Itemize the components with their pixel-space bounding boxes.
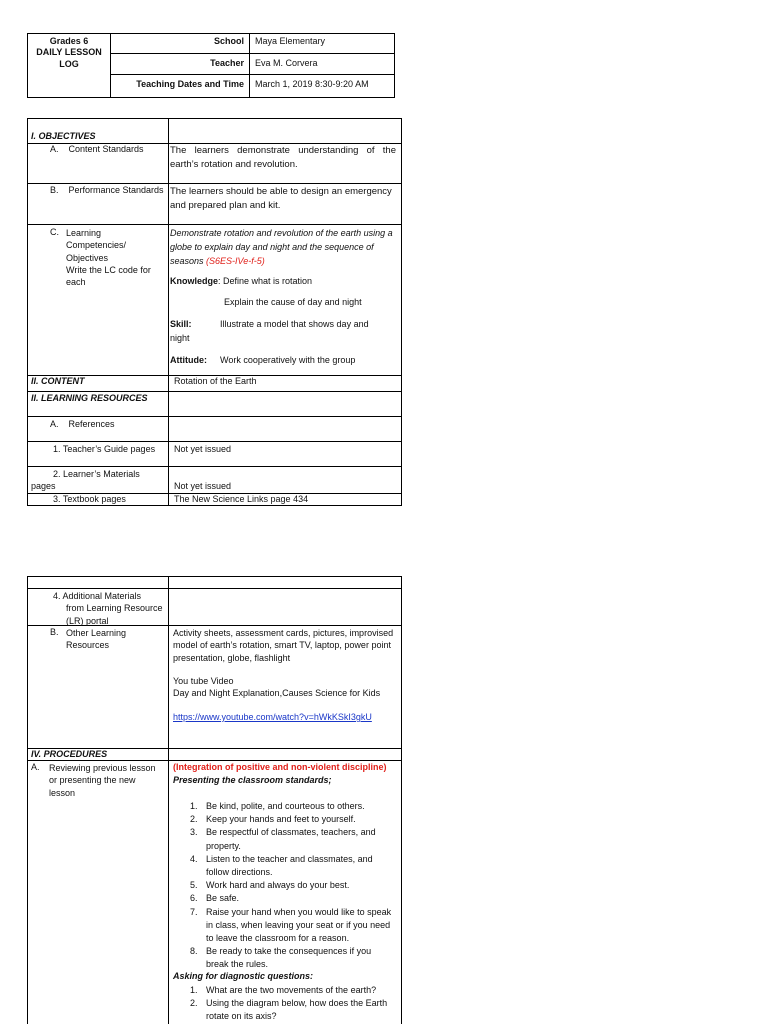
competencies-label-line: Learning (66, 228, 102, 238)
list-item (186, 826, 396, 852)
knowledge-text-2: Explain the cause of day and night (224, 297, 362, 307)
content-heading: II. CONTENT (31, 376, 85, 386)
other-resources-value: Activity sheets, assessment cards, pictures, improvised model of earth’s rotation, smart TV, laptop, power point presentation, globe, flashlight (173, 628, 394, 663)
other-resources-line: Other Learning (66, 628, 127, 638)
competencies-label (66, 227, 166, 288)
list-item (186, 813, 396, 826)
video-title: Day and Night Explanation,Causes Science for Kids (173, 688, 381, 698)
performance-standards-value: The learners should be able to design an emergency and prepared plan and kit. (170, 186, 392, 211)
teacher-label: Teacher (210, 58, 244, 68)
competencies-label-line: Competencies/ (66, 240, 127, 251)
list-text: Be respectful of classmates, teachers, and (206, 827, 376, 838)
objectives-heading: I. OBJECTIVES (31, 131, 96, 141)
teachers-guide-label: 1. Teacher’s Guide pages (53, 444, 156, 454)
list-item (186, 984, 396, 997)
video-link[interactable]: https://www.youtube.com/watch?v=hWkKSkI3gkU (173, 712, 372, 722)
list-text: Listen to the teacher and classmates, and (206, 853, 373, 864)
school-value: Maya Elementary (255, 36, 326, 46)
competency-statement: Demonstrate rotation and revolution of the earth using a globe to explain day and night and the sequence of seasons (170, 228, 393, 266)
competency-text (170, 226, 396, 268)
list-text: Be safe. (206, 893, 240, 904)
list-number: 2. (190, 998, 198, 1009)
learners-materials-label-2: pages (31, 481, 56, 491)
diagnostic-questions-list (186, 984, 396, 1024)
grade-label: Grades 6 (49, 36, 89, 46)
content-standards-label: A. Content Standards (50, 144, 144, 154)
list-text: property. (206, 840, 241, 851)
content-standards-value: The learners demonstrate understanding of the earth’s rotation and revolution. (170, 145, 396, 170)
attitude-text: Work cooperatively with the group (220, 355, 356, 365)
competencies-label-line: Write the LC code for (66, 264, 151, 275)
log-title-line-1: DAILY LESSON (36, 47, 102, 58)
attitude-label: Attitude: (170, 355, 207, 365)
learners-materials-label: 2. Learner’s Materials (53, 469, 140, 479)
skill-label: Skill: (170, 319, 192, 329)
skill-text: Illustrate a model that shows day and (220, 319, 369, 329)
list-number: 3. (190, 827, 198, 838)
knowledge-text: : Define what is rotation (218, 276, 313, 286)
classroom-rules-list (186, 800, 396, 972)
additional-materials-line: (LR) portal (66, 615, 109, 626)
list-item (186, 853, 396, 879)
list-item (186, 906, 396, 946)
school-label: School (213, 36, 244, 46)
list-item (186, 800, 396, 813)
review-label-line: lesson (49, 787, 76, 798)
additional-materials-line: 4. Additional Materials (53, 591, 142, 601)
competencies-label-line: each (66, 277, 86, 288)
list-text: What are the two movements of the earth? (206, 985, 377, 995)
resources-heading: II. LEARNING RESOURCES (31, 393, 148, 403)
references-label: A. References (50, 419, 115, 429)
teachers-guide-value: Not yet issued (174, 444, 232, 454)
list-text: follow directions. (206, 867, 273, 878)
knowledge-line (170, 276, 312, 287)
standards-heading: Presenting the classroom standards; (173, 775, 332, 785)
list-text: Be kind, polite, and courteous to others. (206, 801, 365, 811)
content-value: Rotation of the Earth (174, 376, 257, 386)
additional-materials-line: from Learning Resource (66, 603, 163, 614)
list-text: Using the diagram below, how does the Earth (206, 998, 388, 1009)
review-label-line: Reviewing previous lesson (49, 763, 156, 773)
diagnostic-heading: Asking for diagnostic questions: (173, 971, 314, 981)
other-resources-line: Resources (66, 640, 110, 651)
list-text: break the rules. (206, 959, 269, 970)
procedures-heading: IV. PROCEDURES (31, 749, 108, 759)
list-number: 8. (190, 946, 198, 957)
review-label (49, 762, 167, 799)
learners-materials-value: Not yet issued (174, 481, 232, 491)
teacher-value: Eva M. Corvera (255, 58, 318, 68)
list-text: Keep your hands and feet to yourself. (206, 814, 356, 825)
list-item (186, 879, 396, 892)
list-text: in class, when leaving your seat or if you need (206, 919, 391, 930)
list-text: Be ready to take the consequences if you (206, 946, 372, 957)
list-number: 2. (190, 814, 198, 825)
review-letter: A. (31, 762, 40, 772)
list-text: to leave the classroom for a reason. (206, 933, 350, 944)
list-number: 7. (190, 906, 198, 917)
competencies-label-line: Objectives (66, 252, 109, 263)
list-text: Work hard and always do your best. (206, 880, 350, 891)
list-text: rotate on its axis? (206, 1011, 277, 1022)
list-number: 1. (190, 985, 198, 995)
list-item (186, 997, 396, 1023)
skill-text-2: night (170, 333, 190, 343)
list-item (186, 945, 396, 971)
dates-label: Teaching Dates and Time (136, 79, 244, 89)
review-label-line: or presenting the new (49, 775, 136, 786)
dates-value: March 1, 2019 8:30-9:20 AM (255, 79, 369, 89)
list-number: 1. (190, 801, 198, 811)
list-number: 5. (190, 880, 198, 891)
knowledge-label: Knowledge (170, 276, 219, 286)
textbook-label: 3. Textbook pages (53, 494, 126, 504)
performance-standards-label: B. Performance Standards (50, 185, 164, 195)
competencies-letter: C. (50, 227, 59, 237)
other-resources-label (66, 627, 126, 652)
competency-code: (S6ES-IVe-f-5) (206, 256, 265, 266)
log-title-line-2: LOG (59, 58, 79, 69)
textbook-value: The New Science Links page 434 (174, 494, 309, 504)
list-item (186, 892, 396, 905)
list-number: 6. (190, 893, 198, 904)
list-text: Raise your hand when you would like to speak (206, 906, 392, 917)
additional-materials-label (53, 590, 168, 627)
video-label: You tube Video (173, 676, 234, 686)
list-number: 4. (190, 853, 198, 864)
other-resources-letter: B. (50, 627, 59, 637)
integration-note: (Integration of positive and non-violent discipline) (173, 762, 387, 772)
